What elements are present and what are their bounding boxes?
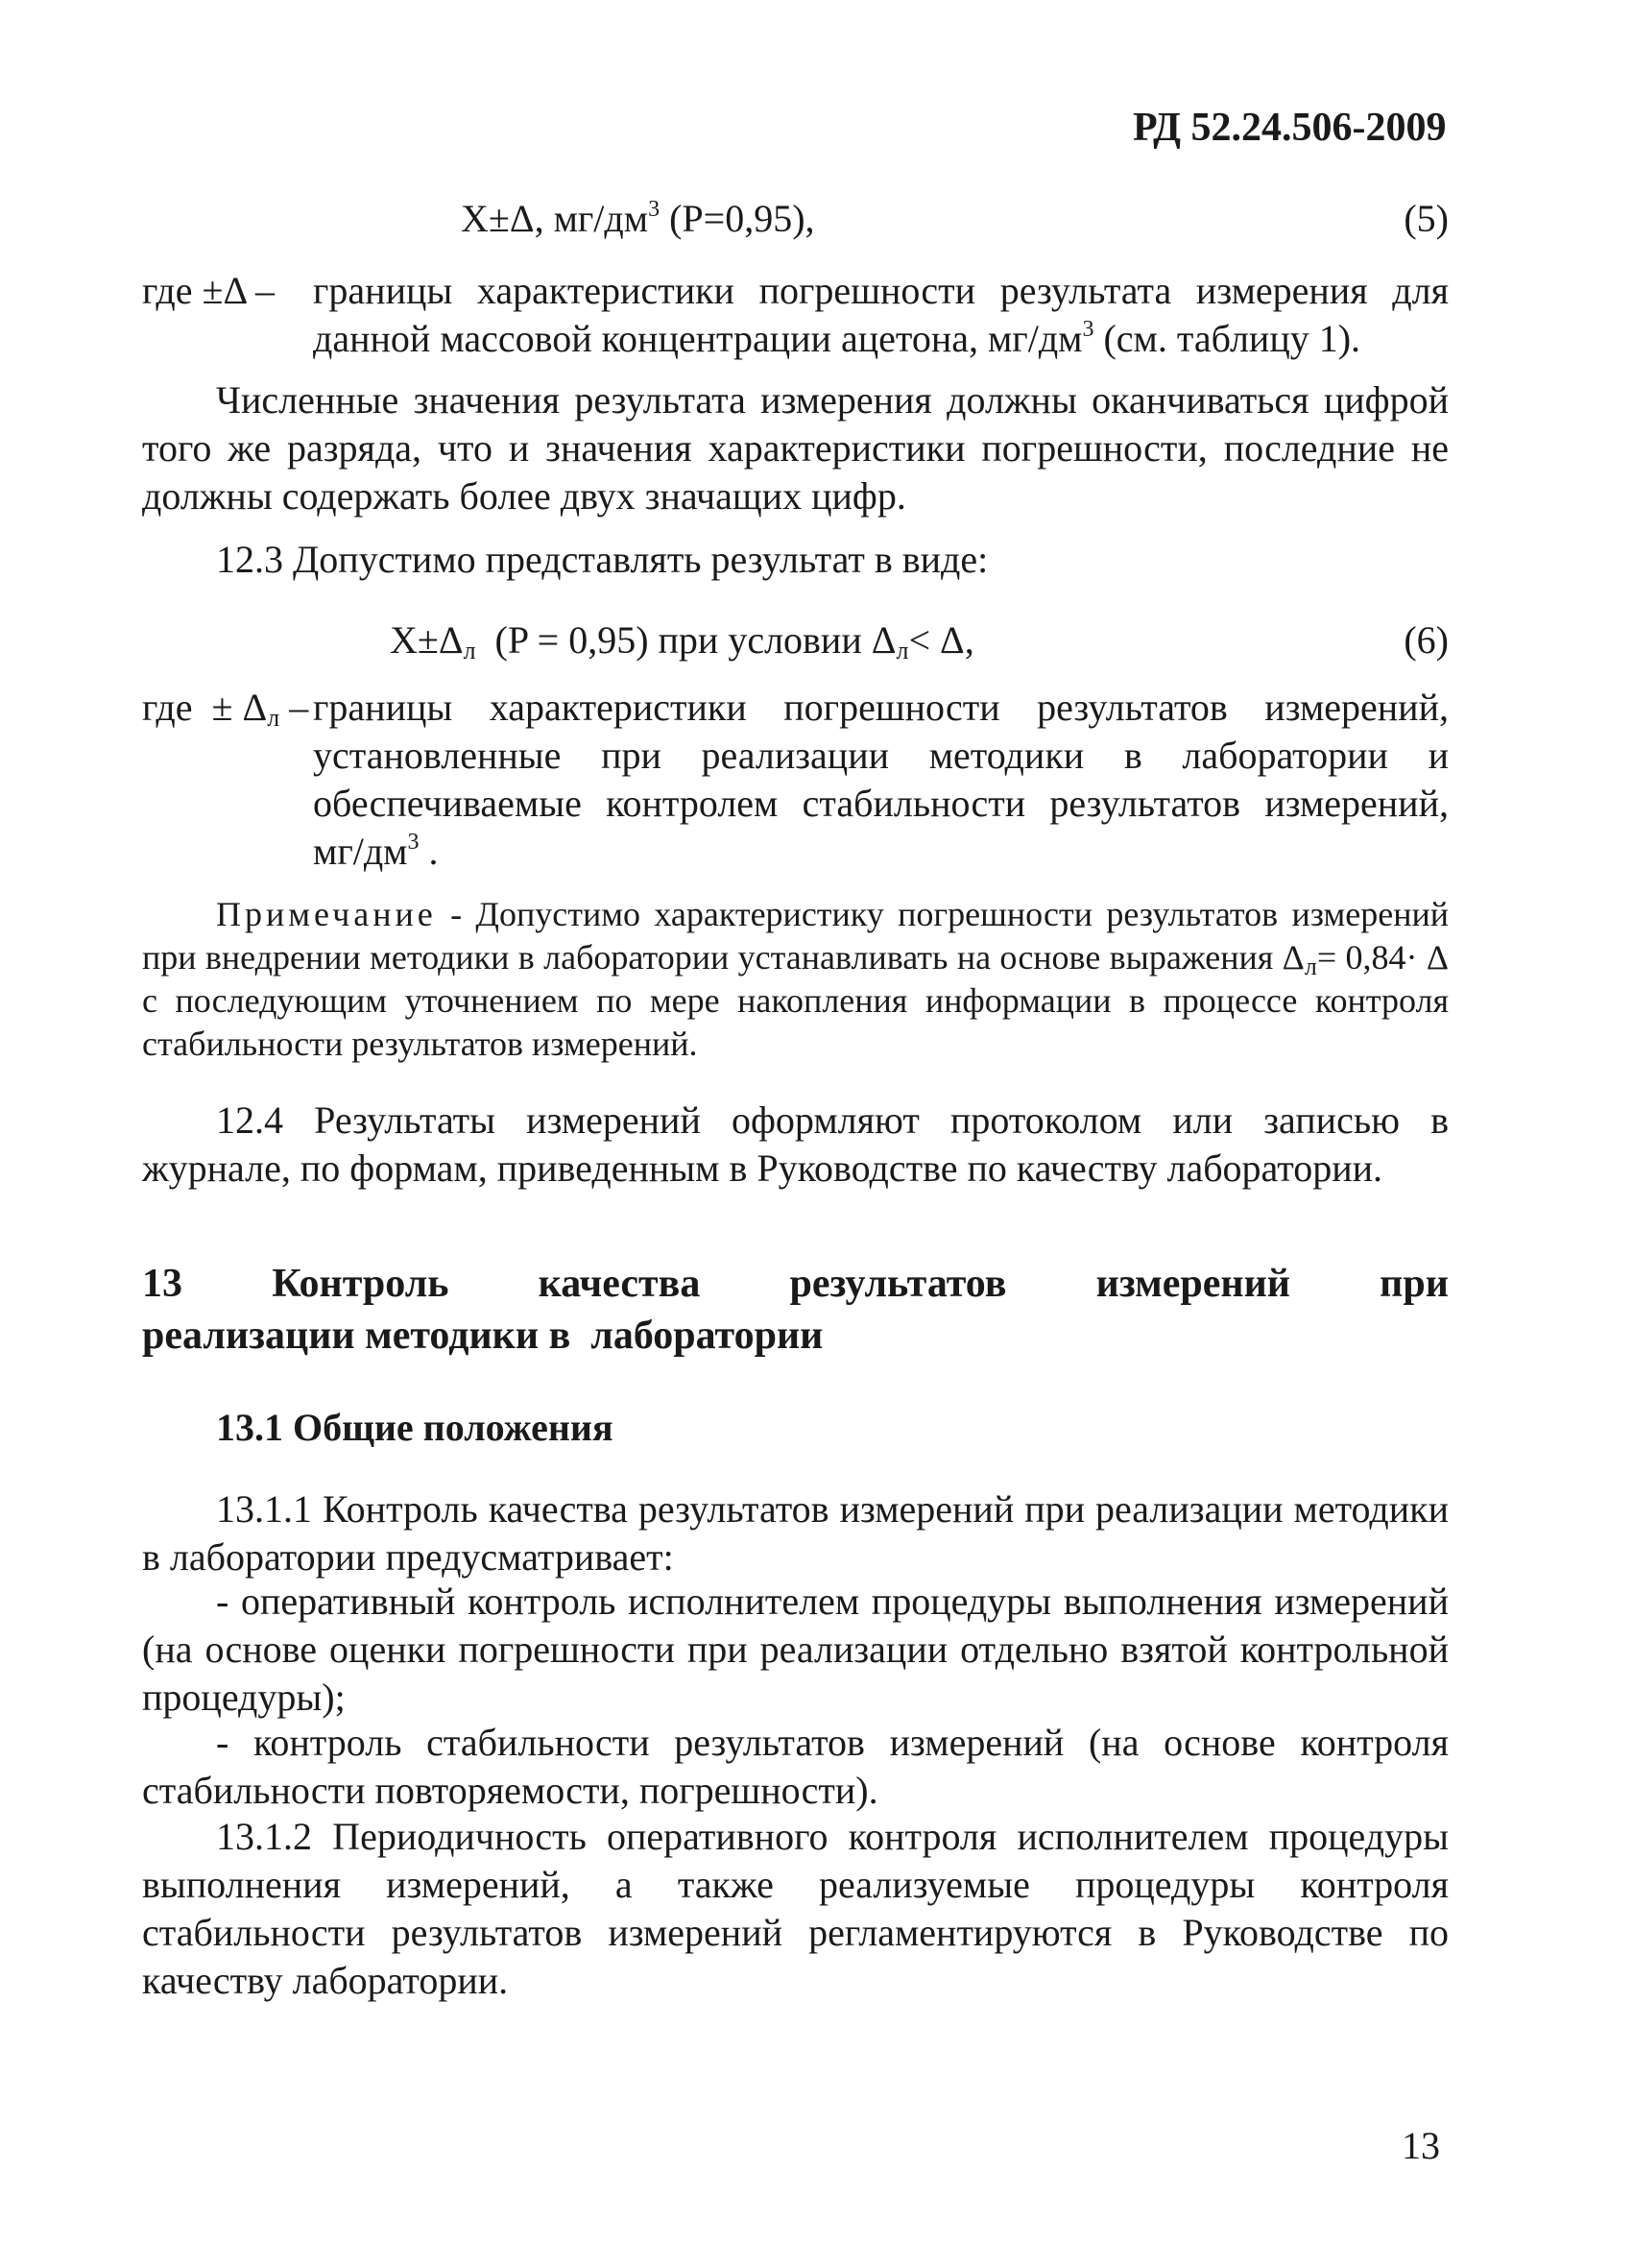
section-13-heading: 13 Контроль качества результатов измерений при реализации методики в лаборатории: [142, 1262, 1449, 1358]
equation-5: [142, 195, 1449, 245]
equation-5-number: (5): [1404, 197, 1449, 240]
equation-6-expression: $X\pm\Delta_л$ (P = 0,95) при условии $\Delta_л< \Delta$,: [390, 618, 974, 664]
definition-delta-lab-text: границы характеристики погрешности результатов измерений, установленные при реализации методики в лаборатории и обеспечиваемые контролем стабильности результатов измерений, $мг/дм^3$ .: [313, 686, 1449, 873]
definition-delta-lab: [142, 684, 1449, 876]
definition-delta-label: где ±Δ –: [142, 269, 275, 312]
equation-6-number: (6): [1404, 618, 1449, 662]
paragraph-12-3: 12.3 Допустимо представлять результат в виде:: [216, 538, 989, 581]
paragraph-12-4: 12.4 Результаты измерений оформляют протоколом или записью в журнале, по формам, приведенным в Руководстве по качеству лаборатории.: [142, 1098, 1449, 1190]
note-label: Примечание: [216, 895, 437, 933]
equation-6: [142, 616, 1449, 666]
equation-5-expression: X±Δ, $мг/дм^3$ (P=0,95),: [461, 197, 815, 240]
paragraph-13-1-2: 13.1.2 Периодичность оперативного контроля исполнителем процедуры выполнения измерений, а также реализуемые процедуры контроля стабильности результатов измерений регламентируются в Руководстве по качеству лаборатории.: [142, 1815, 1449, 2002]
definition-delta: [142, 267, 1449, 363]
section-13-1-heading: 13.1 Общие положения: [216, 1406, 613, 1449]
list-item-stability-control: - контроль стабильности результатов измерений (на основе контроля стабильности повторяемости, погрешности).: [142, 1721, 1449, 1812]
paragraph-numeric-values: Численные значения результата измерения должны оканчиваться цифрой того же разряда, что и значения характеристики погрешности, последние не должны содержать более двух значащих цифр.: [142, 378, 1449, 518]
definition-delta-text: границы характеристики погрешности результата измерения для данной массовой концентрации ацетона, $мг/дм^3$ (см. таблицу 1).: [313, 269, 1449, 360]
list-item-operational-control: - оперативный контроль исполнителем процедуры выполнения измерений (на основе оценки погрешности при реализации отдельно взятой контрольной процедуры);: [142, 1580, 1449, 1719]
note-paragraph: Примечание - Допустимо характеристику погрешности результатов измерений при внедрении методики в лаборатории устанавливать на основе выражения $\Delta_л= 0,84\cdot \Delta$ с последующим уточнением по мере накопления информации в процессе контроля стабильности результатов измерений.: [142, 895, 1449, 1063]
paragraph-13-1-1: 13.1.1 Контроль качества результатов измерений при реализации методики в лаборатории предусматривает:: [142, 1487, 1449, 1579]
definition-delta-lab-label: где ± $\Delta_л$ –: [142, 686, 309, 732]
page-number: 13: [1402, 2124, 1440, 2167]
document-code: РД 52.24.506-2009: [1133, 106, 1447, 150]
